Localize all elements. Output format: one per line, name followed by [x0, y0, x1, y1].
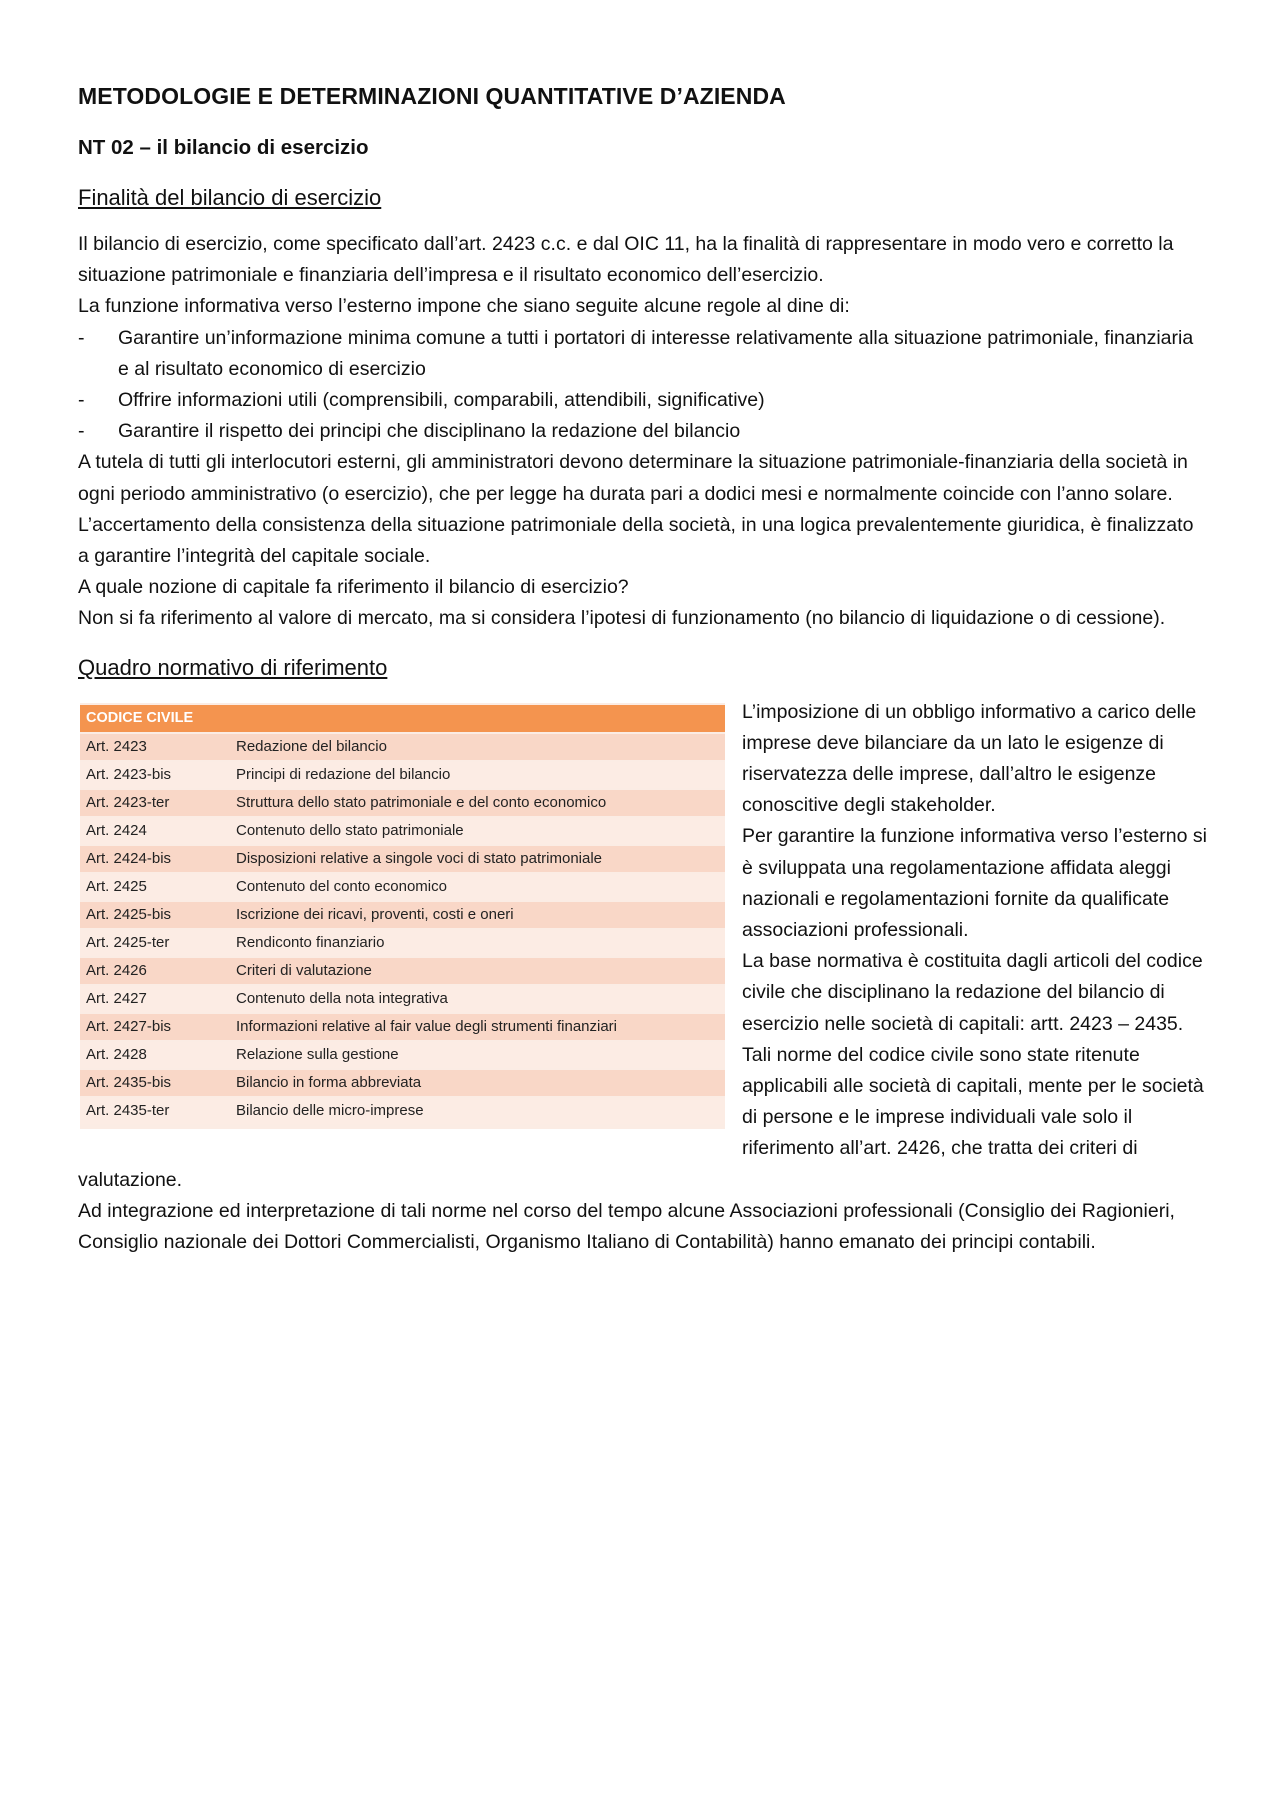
paragraph: A tutela di tutti gli interlocutori esterni, gli amministratori devono determinare la situazione patrimoniale-finanziaria della società in ogni periodo amministrativo (o esercizio), che per legge ha durata pari a dodici mesi e normalmente coincide con l’anno solare. — [78, 451, 1188, 505]
article-cell: Art. 2424-bis — [80, 846, 230, 872]
article-cell: Art. 2427-bis — [80, 1014, 230, 1040]
article-cell: Art. 2423-bis — [80, 762, 230, 788]
paragraph: L’imposizione di un obbligo informativo a carico delle imprese deve bilanciare da un lato le esigenze di riservatezza delle imprese, dall’altro le esigenze conoscitive degli stakeholder. — [742, 700, 1197, 817]
dash-list — [78, 323, 1208, 448]
paragraph: Non si fa riferimento al valore di mercato, ma si considera l’ipotesi di funzionamento (no bilancio di liquidazione o di cessione). — [78, 607, 1166, 630]
description-cell: Bilancio in forma abbreviata — [230, 1070, 725, 1096]
article-cell: Art. 2424 — [80, 818, 230, 844]
description-cell: Rendiconto finanziario — [230, 930, 725, 956]
description-cell: Contenuto dello stato patrimoniale — [230, 818, 725, 844]
paragraph: La funzione informativa verso l’esterno impone che siano seguite alcune regole al dine di: — [78, 295, 850, 318]
article-cell: Art. 2423 — [80, 734, 230, 760]
table-row — [80, 902, 725, 928]
document-title: METODOLOGIE E DETERMINAZIONI QUANTITATIVE D’AZIENDA — [78, 83, 786, 109]
section-finalita-body — [78, 229, 1208, 635]
description-cell: Informazioni relative al fair value degli strumenti finanziari — [230, 1014, 725, 1040]
list-item: - Offrire informazioni utili (comprensibili, comparabili, attendibili, significative) — [78, 385, 1208, 416]
article-cell: Art. 2435-ter — [80, 1098, 230, 1124]
paragraph: L’accertamento della consistenza della situazione patrimoniale della società, in una logica prevalentemente giuridica, è finalizzato a garantire l’integrità del capitale sociale. — [78, 513, 1194, 568]
description-cell: Redazione del bilancio — [230, 734, 725, 760]
paragraph: Per garantire la funzione informativa verso l’esterno si è sviluppata una regolamentazione affidata aleggi nazionali e regolamentazioni fornite da qualificate associazioni professionali. — [742, 825, 1207, 942]
paragraph-principi-contabili: Ad integrazione ed interpretazione di tali norme nel corso del tempo alcune Associazioni professionali (Consiglio dei Ragionieri, Consiglio nazionale dei Dottori Commercialisti, Organismo Italiano di Contabilità) hanno emanato dei principi contabili. — [78, 1199, 1175, 1254]
paragraph: La base normativa è costituita dagli articoli del codice civile che disciplinano la redazione del bilancio di esercizio nelle società di capitali: artt. 2423 – 2435. — [742, 950, 1203, 1035]
article-cell: Art. 2423-ter — [80, 790, 230, 816]
table-header-cell: CODICE CIVILE — [80, 705, 230, 732]
description-cell: Bilancio delle micro-imprese — [230, 1098, 725, 1124]
table-body — [80, 734, 725, 1124]
table-row — [80, 986, 725, 1012]
article-cell: Art. 2425-ter — [80, 930, 230, 956]
article-cell: Art. 2425 — [80, 874, 230, 900]
list-item: - Garantire un’informazione minima comune a tutti i portatori di interesse relativamente alla situazione patrimoniale, finanziaria e al risultato economico di esercizio — [78, 323, 1208, 385]
paragraph: Il bilancio di esercizio, come specificato dall’art. 2423 c.c. e dal OIC 11, ha la finalità di rappresentare in modo vero e corretto la situazione patrimoniale e finanziaria dell’impresa e il risultato economico dell’esercizio. — [78, 233, 1174, 287]
table-row — [80, 1014, 725, 1040]
table-row — [80, 1042, 725, 1068]
table-row — [80, 846, 725, 872]
description-cell: Contenuto del conto economico — [230, 874, 725, 900]
table-row — [80, 874, 725, 900]
table-row — [80, 958, 725, 984]
section-quadro-body — [78, 697, 1208, 1259]
article-cell: Art. 2426 — [80, 958, 230, 984]
description-cell: Disposizioni relative a singole voci di stato patrimoniale — [230, 846, 725, 872]
description-cell: Criteri di valutazione — [230, 958, 725, 984]
codice-civile-table — [80, 703, 725, 1129]
table-row — [80, 762, 725, 788]
paragraph: A quale nozione di capitale fa riferimento il bilancio di esercizio? — [78, 576, 629, 599]
article-cell: Art. 2428 — [80, 1042, 230, 1068]
table-row — [80, 1098, 725, 1124]
description-cell: Struttura dello stato patrimoniale e del conto economico — [230, 790, 725, 816]
table-header-row — [80, 705, 725, 732]
list-item: - Garantire il rispetto dei principi che disciplinano la redazione del bilancio — [78, 416, 1208, 447]
description-cell: Contenuto della nota integrativa — [230, 986, 725, 1012]
article-cell: Art. 2435-bis — [80, 1070, 230, 1096]
paragraph: Tali norme del codice civile sono state ritenute applicabili alle società di capitali, mente per le società di persone e le imprese individuali vale solo il riferimento all’art. 2426, che tratta dei criteri di valutazione. — [78, 1043, 1204, 1191]
description-cell: Iscrizione dei ricavi, proventi, costi e oneri — [230, 902, 725, 928]
section-heading-quadro-normativo: Quadro normativo di riferimento — [78, 654, 388, 680]
table-row — [80, 818, 725, 844]
article-cell: Art. 2425-bis — [80, 902, 230, 928]
table-header-cell — [230, 705, 725, 732]
document-page — [78, 80, 1208, 1258]
document-subtitle: NT 02 – il bilancio di esercizio — [78, 136, 369, 159]
table-row — [80, 930, 725, 956]
section-heading-finalita: Finalità del bilancio di esercizio — [78, 185, 382, 210]
article-cell: Art. 2427 — [80, 986, 230, 1012]
description-cell: Relazione sulla gestione — [230, 1042, 725, 1068]
table-row — [80, 790, 725, 816]
table-row — [80, 734, 725, 760]
description-cell: Principi di redazione del bilancio — [230, 762, 725, 788]
table-row — [80, 1070, 725, 1096]
